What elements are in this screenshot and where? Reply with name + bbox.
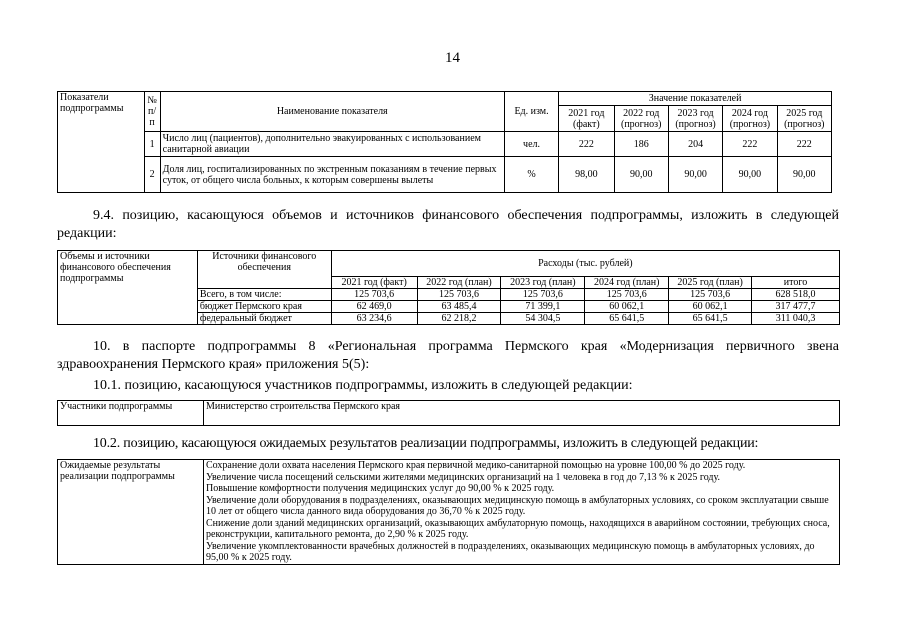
expected-result-item: Увеличение доли оборудования в подразделениях, оказывающих медицинскую помощь в амбулаторных условиях, со сроком эксплуатации свыше 10 лет от общего числа данного вида оборудования до 36,70 % к 2025 году. — [206, 494, 829, 517]
expense-total: 317 477,7 — [752, 301, 840, 313]
indicator-value: 90,00 — [777, 157, 831, 193]
year-header: 2024 год (план) — [585, 277, 669, 289]
indicator-value: 222 — [723, 132, 777, 157]
year-header: 2023 год (прогноз) — [668, 106, 722, 132]
indicator-value: 186 — [614, 132, 668, 157]
year-header: 2024 год (прогноз) — [723, 106, 777, 132]
participants-label: Участники подпрограммы — [58, 401, 204, 426]
expense-total: 311 040,3 — [752, 313, 840, 325]
expected-result-item: Увеличение числа посещений сельскими жителями медицинских организаций на 1 человека в год до 7,13 % к 2025 году. — [206, 471, 721, 483]
expense-value: 125 703,6 — [669, 289, 752, 301]
financing-source: бюджет Пермского края — [197, 301, 331, 313]
expenses-header: Расходы (тыс. рублей) — [331, 251, 839, 277]
financing-table — [57, 250, 840, 325]
subprogram-indicators-header: Показатели подпрограммы — [58, 92, 145, 193]
indicators-table — [57, 91, 832, 193]
page-number: 14 — [445, 50, 460, 66]
paragraph-10-1: 10.1. позицию, касающуюся участников подпрограммы, изложить в следующей редакции: — [93, 378, 633, 393]
year-header: 2025 год (план) — [669, 277, 752, 289]
indicator-value: 90,00 — [723, 157, 777, 193]
indicator-name: Доля лиц, госпитализированных по экстренным показаниям в течение первых суток, от общего числа больных, к которым совершены вылеты — [160, 157, 504, 193]
paragraph-10-2: 10.2. позицию, касающуюся ожидаемых результатов реализации подпрограммы, изложить в следующей редакции: — [93, 436, 759, 451]
year-header: 2021 год (факт) — [559, 106, 614, 132]
expense-total: 628 518,0 — [752, 289, 840, 301]
financing-source: Всего, в том числе: — [197, 289, 331, 301]
expense-value: 62 218,2 — [417, 313, 501, 325]
row-number: 2 — [144, 157, 160, 193]
expected-result-item: Снижение доли зданий медицинских организаций, оказывающих амбулаторную помощь, находящихся в аварийном состоянии, требующих сноса, реконструкции, капитального ремонта, до 2,90 % к 2025 году. — [206, 517, 830, 540]
indicator-name: Число лиц (пациентов), дополнительно эвакуированных с использованием санитарной авиации — [160, 132, 504, 157]
participants-table — [57, 400, 840, 426]
expected-result-item: Повышение комфортности получения медицинских услуг до 90,00 % к 2025 году. — [206, 483, 555, 494]
expense-value: 125 703,6 — [501, 289, 585, 301]
indicator-name-header: Наименование показателя — [160, 92, 504, 132]
table-row — [58, 132, 832, 157]
unit-value: % — [504, 157, 558, 193]
expense-value: 54 304,5 — [501, 313, 585, 325]
expected-result-item: Сохранение доли охвата населения Пермского края первичной медико-санитарной помощью на уровне 100,00 % до 2025 году. — [206, 460, 746, 471]
expense-value: 125 703,6 — [331, 289, 417, 301]
values-header: Значение показателей — [559, 92, 832, 106]
row-number: 1 — [144, 132, 160, 157]
unit-header: Ед. изм. — [504, 92, 558, 132]
paragraph-9-4: 9.4. позицию, касающуюся объемов и источников финансового обеспечения подпрограммы, изложить в следующей редакции: — [57, 208, 839, 241]
unit-value: чел. — [504, 132, 558, 157]
table-row — [58, 157, 832, 193]
year-header: 2022 год (прогноз) — [614, 106, 668, 132]
indicator-value: 222 — [777, 132, 831, 157]
num-header: № п/п — [144, 92, 160, 132]
expense-value: 65 641,5 — [585, 313, 669, 325]
indicator-value: 98,00 — [559, 157, 614, 193]
indicator-value: 222 — [559, 132, 614, 157]
expense-value: 71 399,1 — [501, 301, 585, 313]
expense-value: 125 703,6 — [417, 289, 501, 301]
indicator-value: 204 — [668, 132, 722, 157]
financing-sources-header: Источники финансового обеспечения — [197, 251, 331, 289]
expense-value: 63 485,4 — [417, 301, 501, 313]
year-header: 2023 год (план) — [501, 277, 585, 289]
indicator-value: 90,00 — [614, 157, 668, 193]
expected-results-table — [57, 459, 840, 565]
indicator-value: 90,00 — [668, 157, 722, 193]
expense-value: 60 062,1 — [669, 301, 752, 313]
financing-volumes-header: Объемы и источники финансового обеспечения подпрограммы — [58, 251, 198, 325]
participants-value: Министерство строительства Пермского края — [204, 401, 840, 426]
year-header: 2022 год (план) — [417, 277, 501, 289]
expense-value: 62 469,0 — [331, 301, 417, 313]
financing-source: федеральный бюджет — [197, 313, 331, 325]
paragraph-10: 10. в паспорте подпрограммы 8 «Региональная программа Пермского края «Модернизация первичного звена здравоохранения Пермского края» приложения 5(5): — [57, 339, 839, 372]
expense-value: 125 703,6 — [585, 289, 669, 301]
expense-value: 63 234,6 — [331, 313, 417, 325]
year-header: 2021 год (факт) — [331, 277, 417, 289]
year-header: 2025 год (прогноз) — [777, 106, 831, 132]
expense-value: 65 641,5 — [669, 313, 752, 325]
expected-results-label: Ожидаемые результаты реализации подпрограммы — [58, 460, 204, 565]
expense-value: 60 062,1 — [585, 301, 669, 313]
expected-result-item: Увеличение укомплектованности врачебных должностей в подразделениях, оказывающих медицинскую помощь в амбулаторных условиях, до 95,00 % к 2025 году. — [206, 540, 815, 563]
total-header: итого — [752, 277, 840, 289]
